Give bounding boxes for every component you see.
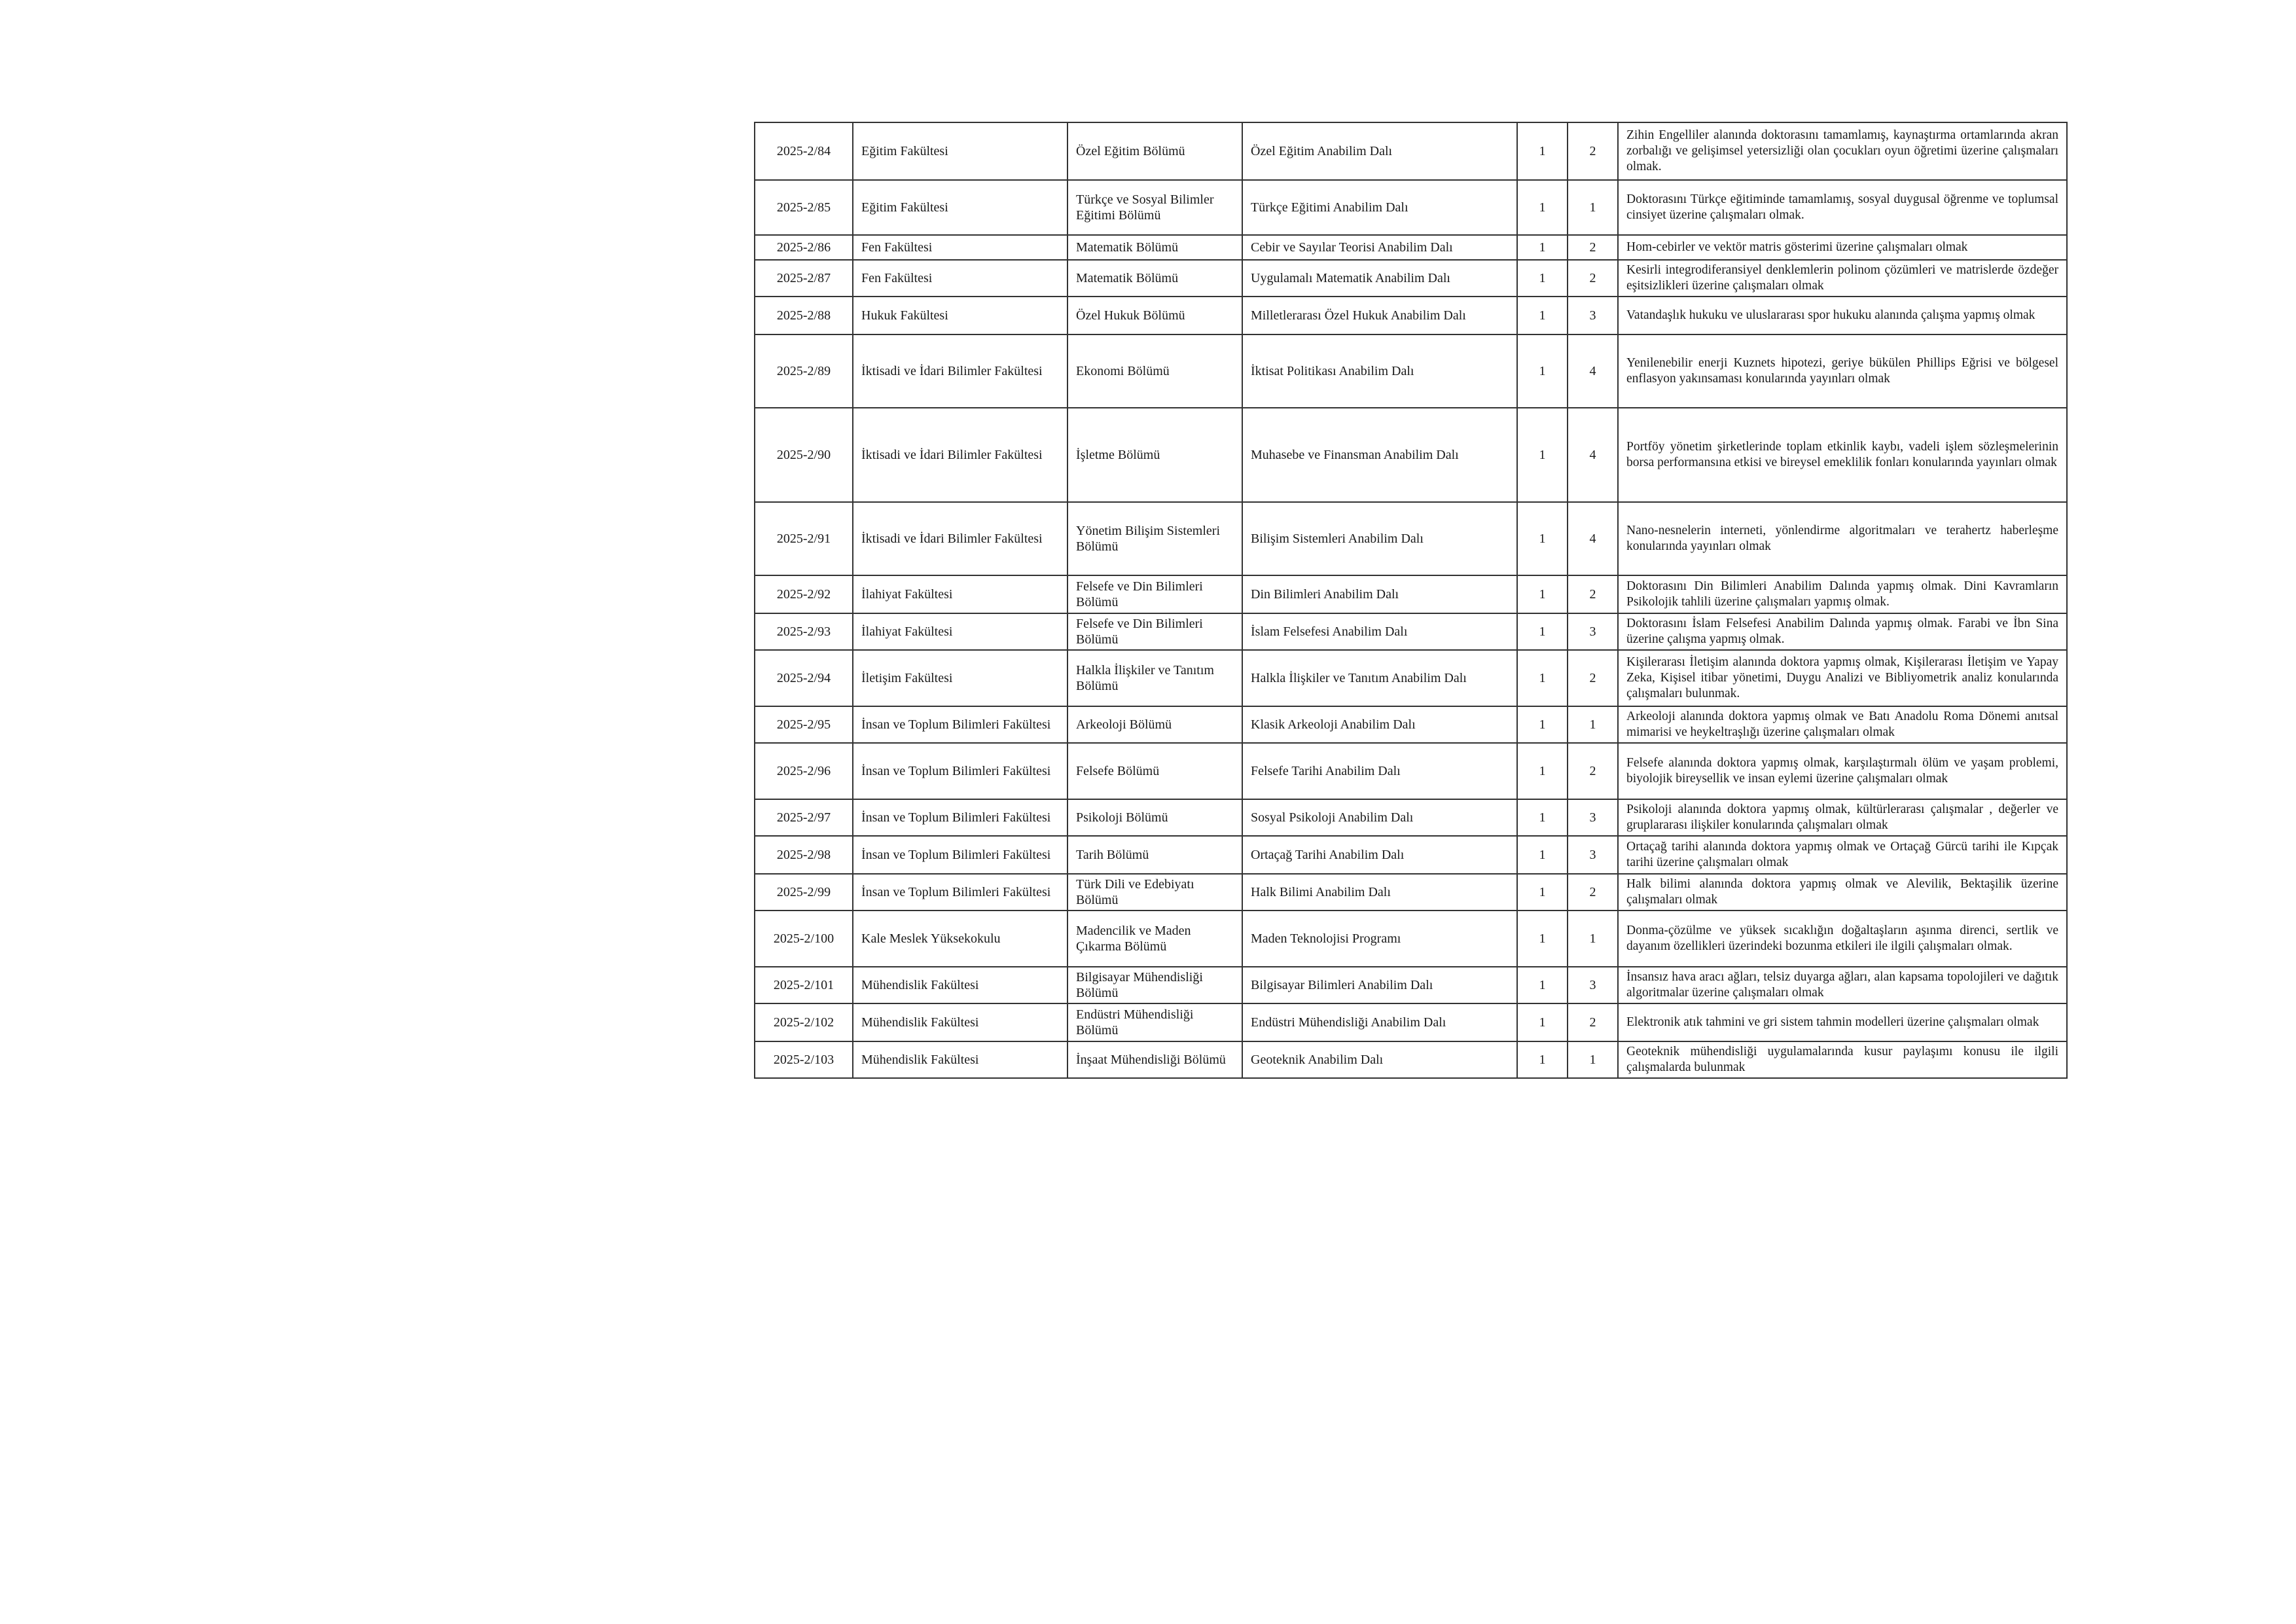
department-cell: Ekonomi Bölümü xyxy=(1067,334,1242,408)
requirement-cell: İnsansız hava aracı ağları, telsiz duyarga ağları, alan kapsama topolojileri ve dağıtık algoritmalar üzerine çalışmaları olmak xyxy=(1618,967,2067,1003)
position-code-cell: 2025-2/102 xyxy=(755,1003,853,1041)
requirement-cell: Geoteknik mühendisliği uygulamalarında kusur paylaşımı konusu ile ilgili çalışmalarda bulunmak xyxy=(1618,1041,2067,1078)
count-2-cell: 3 xyxy=(1568,967,1618,1003)
department-cell: Arkeoloji Bölümü xyxy=(1067,706,1242,743)
department-cell: İnşaat Mühendisliği Bölümü xyxy=(1067,1041,1242,1078)
requirement-cell: Vatandaşlık hukuku ve uluslararası spor hukuku alanında çalışma yapmış olmak xyxy=(1618,297,2067,334)
faculty-cell: İnsan ve Toplum Bilimleri Fakültesi xyxy=(853,706,1067,743)
count-1-cell: 1 xyxy=(1517,967,1568,1003)
table-body xyxy=(755,122,2067,1078)
faculty-cell: Mühendislik Fakültesi xyxy=(853,1003,1067,1041)
count-1-cell: 1 xyxy=(1517,799,1568,836)
requirement-cell: Nano-nesnelerin interneti, yönlendirme algoritmaları ve terahertz haberleşme konularında yayınları olmak xyxy=(1618,502,2067,575)
count-2-cell: 2 xyxy=(1568,260,1618,297)
department-cell: Türk Dili ve Edebiyatı Bölümü xyxy=(1067,874,1242,911)
position-code-cell: 2025-2/85 xyxy=(755,180,853,235)
division-cell: Din Bilimleri Anabilim Dalı xyxy=(1242,575,1517,613)
division-cell: Milletlerarası Özel Hukuk Anabilim Dalı xyxy=(1242,297,1517,334)
count-1-cell: 1 xyxy=(1517,502,1568,575)
table-row xyxy=(755,260,2067,297)
department-cell: Madencilik ve Maden Çıkarma Bölümü xyxy=(1067,911,1242,967)
position-code-cell: 2025-2/103 xyxy=(755,1041,853,1078)
count-2-cell: 1 xyxy=(1568,706,1618,743)
department-cell: Türkçe ve Sosyal Bilimler Eğitimi Bölümü xyxy=(1067,180,1242,235)
table-row xyxy=(755,334,2067,408)
department-cell: Yönetim Bilişim Sistemleri Bölümü xyxy=(1067,502,1242,575)
count-1-cell: 1 xyxy=(1517,260,1568,297)
position-code-cell: 2025-2/94 xyxy=(755,650,853,706)
table-row xyxy=(755,706,2067,743)
department-cell: İşletme Bölümü xyxy=(1067,408,1242,502)
count-1-cell: 1 xyxy=(1517,297,1568,334)
faculty-cell: İktisadi ve İdari Bilimler Fakültesi xyxy=(853,502,1067,575)
requirement-cell: Arkeoloji alanında doktora yapmış olmak ve Batı Anadolu Roma Dönemi anıtsal mimarisi ve heykeltraşlığı üzerine çalışmaları olmak xyxy=(1618,706,2067,743)
requirement-cell: Ortaçağ tarihi alanında doktora yapmış olmak ve Ortaçağ Gürcü tarihi ile Kıpçak tarihi üzerine çalışmaları olmak xyxy=(1618,836,2067,874)
requirement-cell: Psikoloji alanında doktora yapmış olmak, kültürlerarası çalışmalar , değerler ve gruplararası ilişkiler konularında çalışmaları olmak xyxy=(1618,799,2067,836)
division-cell: Endüstri Mühendisliği Anabilim Dalı xyxy=(1242,1003,1517,1041)
count-1-cell: 1 xyxy=(1517,408,1568,502)
count-2-cell: 1 xyxy=(1568,1041,1618,1078)
count-2-cell: 2 xyxy=(1568,122,1618,180)
faculty-cell: Hukuk Fakültesi xyxy=(853,297,1067,334)
count-1-cell: 1 xyxy=(1517,334,1568,408)
position-code-cell: 2025-2/98 xyxy=(755,836,853,874)
table-row xyxy=(755,967,2067,1003)
department-cell: Felsefe ve Din Bilimleri Bölümü xyxy=(1067,575,1242,613)
table-row xyxy=(755,874,2067,911)
position-code-cell: 2025-2/100 xyxy=(755,911,853,967)
faculty-cell: İlahiyat Fakültesi xyxy=(853,613,1067,650)
department-cell: Halkla İlişkiler ve Tanıtım Bölümü xyxy=(1067,650,1242,706)
requirement-cell: Kesirli integrodiferansiyel denklemlerin polinom çözümleri ve matrislerde özdeğer eşitsizlikleri üzerine çalışmaları olmak xyxy=(1618,260,2067,297)
count-2-cell: 2 xyxy=(1568,743,1618,799)
position-code-cell: 2025-2/93 xyxy=(755,613,853,650)
faculty-cell: İnsan ve Toplum Bilimleri Fakültesi xyxy=(853,799,1067,836)
faculty-cell: İlahiyat Fakültesi xyxy=(853,575,1067,613)
faculty-cell: Kale Meslek Yüksekokulu xyxy=(853,911,1067,967)
position-code-cell: 2025-2/92 xyxy=(755,575,853,613)
table-row xyxy=(755,1003,2067,1041)
faculty-cell: Mühendislik Fakültesi xyxy=(853,967,1067,1003)
position-code-cell: 2025-2/84 xyxy=(755,122,853,180)
count-2-cell: 1 xyxy=(1568,911,1618,967)
division-cell: Halkla İlişkiler ve Tanıtım Anabilim Dalı xyxy=(1242,650,1517,706)
table-row xyxy=(755,180,2067,235)
table-row xyxy=(755,799,2067,836)
count-1-cell: 1 xyxy=(1517,836,1568,874)
department-cell: Özel Hukuk Bölümü xyxy=(1067,297,1242,334)
department-cell: Matematik Bölümü xyxy=(1067,235,1242,260)
count-1-cell: 1 xyxy=(1517,235,1568,260)
count-1-cell: 1 xyxy=(1517,575,1568,613)
department-cell: Psikoloji Bölümü xyxy=(1067,799,1242,836)
requirement-cell: Hom-cebirler ve vektör matris gösterimi üzerine çalışmaları olmak xyxy=(1618,235,2067,260)
count-1-cell: 1 xyxy=(1517,1041,1568,1078)
count-2-cell: 2 xyxy=(1568,1003,1618,1041)
faculty-cell: Eğitim Fakültesi xyxy=(853,122,1067,180)
faculty-cell: Fen Fakültesi xyxy=(853,235,1067,260)
count-2-cell: 2 xyxy=(1568,650,1618,706)
division-cell: Bilgisayar Bilimleri Anabilim Dalı xyxy=(1242,967,1517,1003)
position-code-cell: 2025-2/87 xyxy=(755,260,853,297)
table-row xyxy=(755,743,2067,799)
count-1-cell: 1 xyxy=(1517,650,1568,706)
position-code-cell: 2025-2/97 xyxy=(755,799,853,836)
count-2-cell: 4 xyxy=(1568,502,1618,575)
count-1-cell: 1 xyxy=(1517,911,1568,967)
requirement-cell: Donma-çözülme ve yüksek sıcaklığın doğaltaşların aşınma direnci, sertlik ve dayanım özellikleri üzerindeki bozunma etkileri ile ilgili çalışmaları olmak. xyxy=(1618,911,2067,967)
position-code-cell: 2025-2/88 xyxy=(755,297,853,334)
division-cell: Klasik Arkeoloji Anabilim Dalı xyxy=(1242,706,1517,743)
requirement-cell: Doktorasını Türkçe eğitiminde tamamlamış, sosyal duygusal öğrenme ve toplumsal cinsiyet üzerine çalışmaları olmak. xyxy=(1618,180,2067,235)
count-2-cell: 2 xyxy=(1568,235,1618,260)
position-code-cell: 2025-2/95 xyxy=(755,706,853,743)
faculty-cell: İletişim Fakültesi xyxy=(853,650,1067,706)
division-cell: Geoteknik Anabilim Dalı xyxy=(1242,1041,1517,1078)
requirement-cell: Halk bilimi alanında doktora yapmış olmak ve Alevilik, Bektaşilik üzerine çalışmaları olmak xyxy=(1618,874,2067,911)
faculty-cell: İktisadi ve İdari Bilimler Fakültesi xyxy=(853,334,1067,408)
department-cell: Özel Eğitim Bölümü xyxy=(1067,122,1242,180)
requirement-cell: Doktorasını Din Bilimleri Anabilim Dalında yapmış olmak. Dini Kavramların Psikolojik tahlili üzerine çalışmaları yapmış olmak. xyxy=(1618,575,2067,613)
faculty-cell: İnsan ve Toplum Bilimleri Fakültesi xyxy=(853,743,1067,799)
requirement-cell: Elektronik atık tahmini ve gri sistem tahmin modelleri üzerine çalışmaları olmak xyxy=(1618,1003,2067,1041)
requirement-cell: Portföy yönetim şirketlerinde toplam etkinlik kaybı, vadeli işlem sözleşmelerinin borsa performansına etkisi ve bireysel emeklilik fonları konularında yayınları olmak xyxy=(1618,408,2067,502)
position-code-cell: 2025-2/96 xyxy=(755,743,853,799)
position-code-cell: 2025-2/86 xyxy=(755,235,853,260)
table-row xyxy=(755,1041,2067,1078)
requirement-cell: Zihin Engelliler alanında doktorasını tamamlamış, kaynaştırma ortamlarında akran zorbalığı ve gelişimsel yetersizliği olan çocukları oyun öğretimi üzerine çalışmaları olmak. xyxy=(1618,122,2067,180)
division-cell: Türkçe Eğitimi Anabilim Dalı xyxy=(1242,180,1517,235)
count-1-cell: 1 xyxy=(1517,1003,1568,1041)
table-row xyxy=(755,836,2067,874)
department-cell: Tarih Bölümü xyxy=(1067,836,1242,874)
table-row xyxy=(755,650,2067,706)
table-row xyxy=(755,235,2067,260)
faculty-cell: Mühendislik Fakültesi xyxy=(853,1041,1067,1078)
faculty-cell: Fen Fakültesi xyxy=(853,260,1067,297)
requirement-cell: Doktorasını İslam Felsefesi Anabilim Dalında yapmış olmak. Farabi ve İbn Sina üzerine çalışma yapmış olmak. xyxy=(1618,613,2067,650)
department-cell: Felsefe ve Din Bilimleri Bölümü xyxy=(1067,613,1242,650)
division-cell: Uygulamalı Matematik Anabilim Dalı xyxy=(1242,260,1517,297)
division-cell: Felsefe Tarihi Anabilim Dalı xyxy=(1242,743,1517,799)
count-2-cell: 2 xyxy=(1568,575,1618,613)
requirement-cell: Felsefe alanında doktora yapmış olmak, karşılaştırmalı ölüm ve yaşam problemi, biyolojik bireysellik ve insan eylemi üzerine çalışmaları olmak xyxy=(1618,743,2067,799)
count-2-cell: 4 xyxy=(1568,334,1618,408)
table-row xyxy=(755,122,2067,180)
faculty-cell: İnsan ve Toplum Bilimleri Fakültesi xyxy=(853,836,1067,874)
division-cell: Sosyal Psikoloji Anabilim Dalı xyxy=(1242,799,1517,836)
table-row xyxy=(755,911,2067,967)
count-1-cell: 1 xyxy=(1517,180,1568,235)
position-code-cell: 2025-2/99 xyxy=(755,874,853,911)
division-cell: Bilişim Sistemleri Anabilim Dalı xyxy=(1242,502,1517,575)
count-1-cell: 1 xyxy=(1517,122,1568,180)
division-cell: Muhasebe ve Finansman Anabilim Dalı xyxy=(1242,408,1517,502)
table-row xyxy=(755,297,2067,334)
division-cell: Cebir ve Sayılar Teorisi Anabilim Dalı xyxy=(1242,235,1517,260)
division-cell: Ortaçağ Tarihi Anabilim Dalı xyxy=(1242,836,1517,874)
department-cell: Matematik Bölümü xyxy=(1067,260,1242,297)
table-row xyxy=(755,408,2067,502)
count-2-cell: 4 xyxy=(1568,408,1618,502)
count-2-cell: 3 xyxy=(1568,297,1618,334)
count-2-cell: 2 xyxy=(1568,874,1618,911)
count-1-cell: 1 xyxy=(1517,874,1568,911)
count-2-cell: 3 xyxy=(1568,613,1618,650)
faculty-cell: Eğitim Fakültesi xyxy=(853,180,1067,235)
department-cell: Endüstri Mühendisliği Bölümü xyxy=(1067,1003,1242,1041)
position-code-cell: 2025-2/91 xyxy=(755,502,853,575)
table-row xyxy=(755,575,2067,613)
position-code-cell: 2025-2/89 xyxy=(755,334,853,408)
count-2-cell: 1 xyxy=(1568,180,1618,235)
department-cell: Felsefe Bölümü xyxy=(1067,743,1242,799)
count-1-cell: 1 xyxy=(1517,613,1568,650)
division-cell: İktisat Politikası Anabilim Dalı xyxy=(1242,334,1517,408)
faculty-cell: İnsan ve Toplum Bilimleri Fakültesi xyxy=(853,874,1067,911)
position-code-cell: 2025-2/101 xyxy=(755,967,853,1003)
division-cell: Maden Teknolojisi Programı xyxy=(1242,911,1517,967)
count-1-cell: 1 xyxy=(1517,706,1568,743)
division-cell: Özel Eğitim Anabilim Dalı xyxy=(1242,122,1517,180)
division-cell: İslam Felsefesi Anabilim Dalı xyxy=(1242,613,1517,650)
position-code-cell: 2025-2/90 xyxy=(755,408,853,502)
division-cell: Halk Bilimi Anabilim Dalı xyxy=(1242,874,1517,911)
table-row xyxy=(755,613,2067,650)
requirement-cell: Yenilenebilir enerji Kuznets hipotezi, geriye bükülen Phillips Eğrisi ve bölgesel enflasyon yakınsaması konularında yayınları olmak xyxy=(1618,334,2067,408)
positions-table xyxy=(754,122,2068,1079)
faculty-cell: İktisadi ve İdari Bilimler Fakültesi xyxy=(853,408,1067,502)
requirement-cell: Kişilerarası İletişim alanında doktora yapmış olmak, Kişilerarası İletişim ve Yapay Zeka, Kişisel itibar yönetimi, Duygu Analizi ve Bibliyometrik analiz konularında çalışmaları bulunmak. xyxy=(1618,650,2067,706)
table-row xyxy=(755,502,2067,575)
department-cell: Bilgisayar Mühendisliği Bölümü xyxy=(1067,967,1242,1003)
count-1-cell: 1 xyxy=(1517,743,1568,799)
count-2-cell: 3 xyxy=(1568,799,1618,836)
count-2-cell: 3 xyxy=(1568,836,1618,874)
